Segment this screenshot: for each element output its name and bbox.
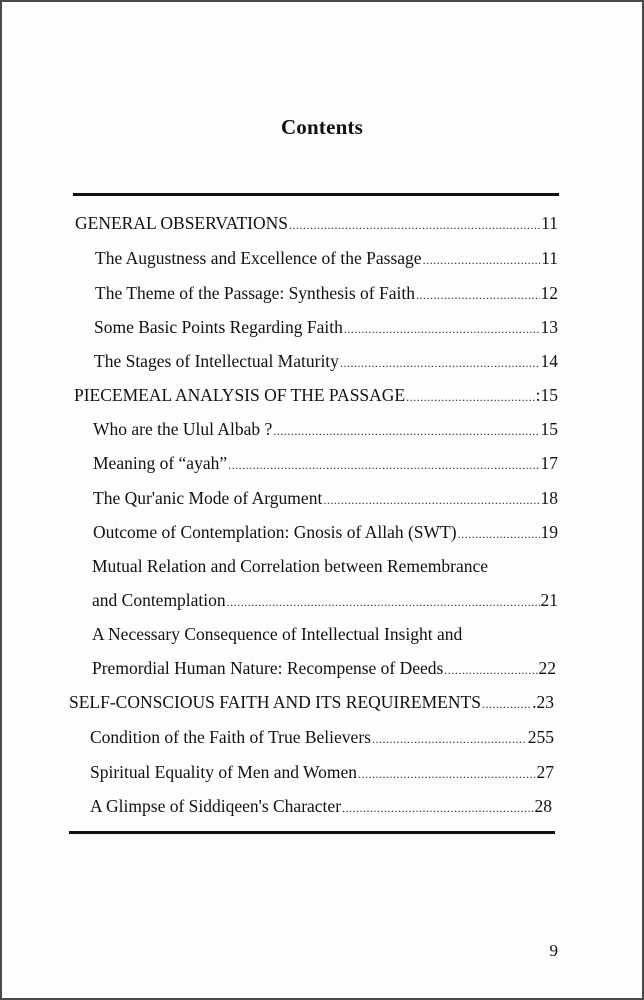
toc-entry-label: SELF-CONSCIOUS FAITH AND ITS REQUIREMENTS [69,692,481,712]
leader-dots [289,214,540,236]
page-title: Contents [280,115,364,139]
toc-entry-label: Some Basic Points Regarding Faith [94,317,343,337]
toc-entry-page: 22 [538,658,556,678]
toc-entry-label: and Contemplation [92,590,226,610]
toc-entry-page: 28 [534,796,552,816]
toc-entry-label: The Theme of the Passage: Synthesis of Faith [95,283,415,303]
leader-dots [458,523,540,545]
toc-entry-page: 13 [540,317,558,337]
toc-entry-page: 15 [540,419,558,439]
toc-entry-page: 11 [541,213,558,233]
leader-dots [323,489,539,511]
toc-entry-page: 11 [541,248,558,268]
toc-entry-mutual-relation-line1: Mutual Relation and Correlation between Remembrance [92,556,489,576]
toc-entry-siddiqeen[interactable] [90,795,552,819]
bottom-rule [69,831,555,834]
toc-entry-label: Meaning of “ayah” [93,453,228,473]
leader-dots [444,659,537,681]
toc-entry-page: .23 [532,692,554,712]
toc-entry-basic-points[interactable] [94,316,558,340]
leader-dots [406,386,535,408]
toc-entry-page: 27 [536,762,554,782]
toc-entry-label: PIECEMEAL ANALYSIS OF THE PASSAGE [74,385,406,405]
toc-entry-page: 255 [527,727,554,747]
toc-entry-self-conscious-faith[interactable] [69,691,554,715]
toc-entry-mutual-relation[interactable] [92,589,558,613]
toc-entry-general-observations[interactable] [75,212,558,236]
leader-dots [342,797,533,819]
leader-dots [358,763,535,785]
toc-entry-outcome-contemplation[interactable] [93,521,558,545]
leader-dots [273,420,539,442]
toc-entry-theme[interactable] [95,282,558,306]
toc-entry-label: Spiritual Equality of Men and Women [90,762,358,782]
toc-entry-page: 14 [540,351,558,371]
toc-entry-label: The Augustness and Excellence of the Passage [95,248,422,268]
toc-entry-meaning-of-ayah[interactable] [93,452,558,476]
page-number: 9 [549,941,558,960]
leader-dots [482,693,531,715]
toc-entry-page: 19 [540,522,558,542]
leader-dots [372,728,527,750]
toc-entry-spiritual-equality[interactable] [90,761,554,785]
toc-entry-necessary-consequence[interactable] [92,657,556,681]
toc-entry-label: Premordial Human Nature: Recompense of Deeds [92,658,444,678]
toc-entry-piecemeal-analysis[interactable] [74,384,558,408]
leader-dots [227,591,540,613]
toc-entry-label: GENERAL OBSERVATIONS [75,213,288,233]
toc-entry-page: 18 [540,488,558,508]
leader-dots [228,454,539,476]
toc-entry-page: 12 [540,283,558,303]
toc-entry-stages[interactable] [94,350,558,374]
table-of-contents [2,2,642,998]
toc-entry-augustness[interactable] [95,247,558,271]
toc-entry-quranic-mode[interactable] [93,487,558,511]
toc-entry-necessary-consequence-line1: A Necessary Consequence of Intellectual Insight and [92,624,463,644]
toc-entry-page: 17 [540,453,558,473]
leader-dots [340,352,540,374]
toc-entry-ulul-albab[interactable] [93,418,558,442]
toc-entry-label: The Qur'anic Mode of Argument [93,488,323,508]
toc-entry-page: 21 [540,590,558,610]
toc-entry-condition-of-faith[interactable] [90,726,554,750]
toc-entry-label: Outcome of Contemplation: Gnosis of Allah (SWT) [93,522,457,542]
leader-dots [423,249,541,271]
toc-entry-label: Condition of the Faith of True Believers [90,727,371,747]
toc-entry-page: :15 [535,385,558,405]
leader-dots [416,284,540,306]
leader-dots [344,318,540,340]
toc-entry-label: Who are the Ulul Albab ? [93,419,273,439]
toc-entry-label: A Glimpse of Siddiqeen's Character [90,796,342,816]
toc-entry-label: The Stages of Intellectual Maturity [94,351,339,371]
